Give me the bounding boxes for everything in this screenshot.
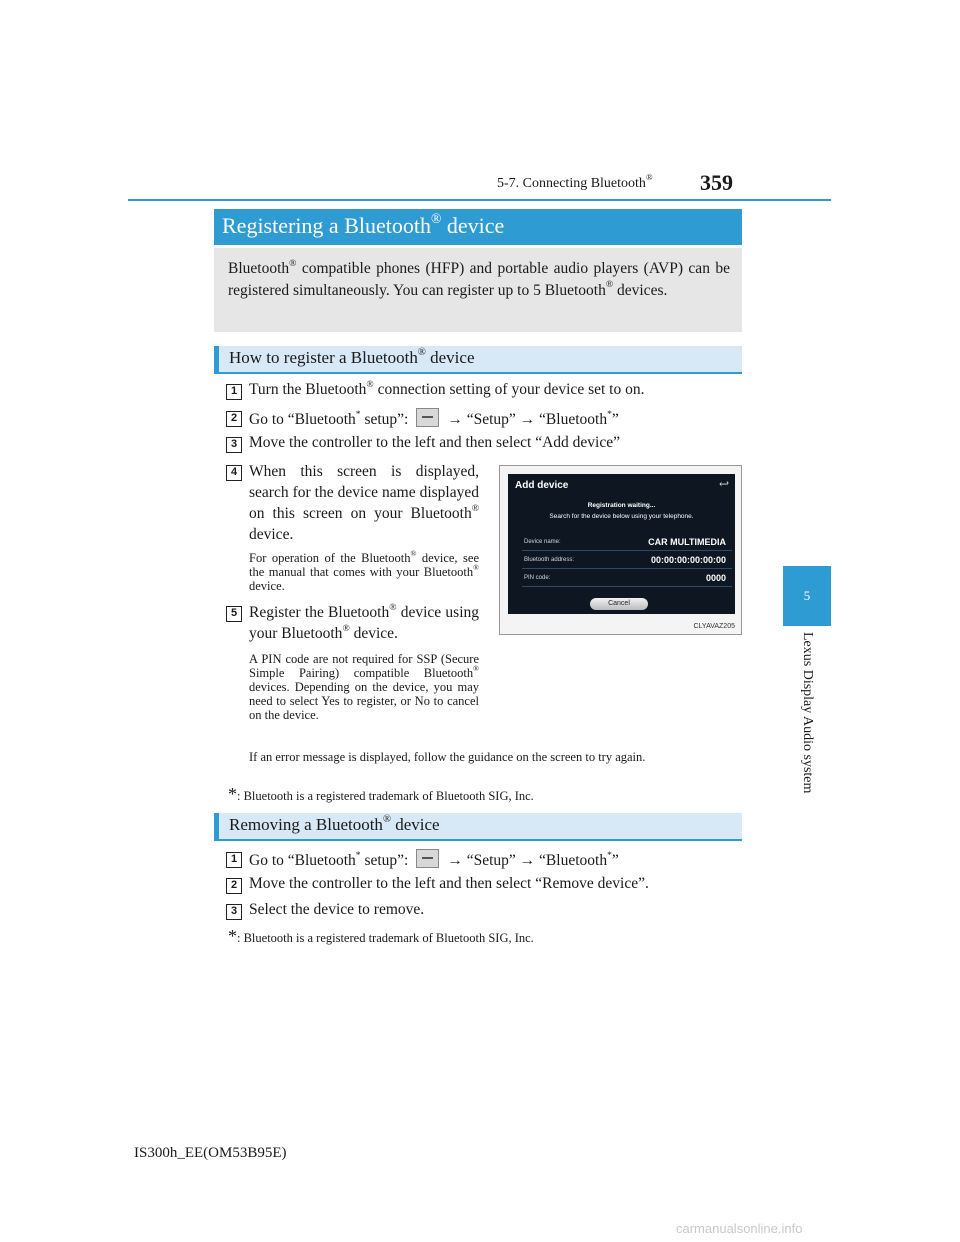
reg-mark: ® [605, 279, 614, 291]
asterisk: * [228, 926, 237, 946]
menu-button-icon [416, 849, 439, 868]
subheading-part: device [390, 815, 440, 834]
step-number: 4 [226, 465, 242, 481]
step-text-part: device. [249, 526, 294, 543]
add-device-screenshot [499, 465, 742, 635]
section-title [497, 172, 653, 192]
subheading-part: Removing a Bluetooth [229, 815, 383, 834]
asterisk: * [355, 408, 361, 420]
step-text-part: device using your Bluetooth [249, 604, 479, 642]
note-part: device, see the manual that comes with your Bluetooth [249, 551, 479, 579]
menu-button-icon [416, 408, 439, 427]
step-text [249, 378, 645, 399]
reg-mark: ® [417, 347, 426, 359]
step-text-part: Go to “Bluetooth [249, 411, 356, 428]
section-title-text: 5-7. Connecting Bluetooth [497, 176, 646, 191]
removing-heading [214, 813, 742, 841]
subheading-text [229, 348, 474, 368]
bluetooth-address-row [522, 554, 732, 569]
step-text-part: → “Setup” → “Bluetooth [447, 411, 608, 428]
note-part: device. [249, 579, 285, 593]
step-text: Select the device to remove. [249, 901, 425, 918]
step-text-part: setup”: [360, 852, 409, 869]
intro-text: Bluetooth [228, 260, 290, 277]
subheading-part: How to register a Bluetooth [229, 348, 418, 367]
reg-mark: ® [473, 664, 479, 674]
step-text-part: setup”: [360, 411, 409, 428]
step-note [249, 652, 479, 722]
reg-mark: ® [382, 814, 391, 826]
note-part: For operation of the Bluetooth [249, 551, 411, 565]
main-heading [214, 209, 742, 245]
step-text [249, 461, 479, 545]
chapter-number: 5 [803, 588, 811, 603]
row-value: CAR MULTIMEDIA [648, 537, 726, 547]
step-text [249, 849, 619, 870]
reg-mark: ® [366, 378, 374, 390]
asterisk: * [355, 849, 361, 861]
reg-mark: ® [289, 257, 297, 269]
footnote-text: : Bluetooth is a registered trademark of Bluetooth SIG, Inc. [237, 789, 534, 803]
subheading-part: device [425, 348, 475, 367]
screen-title: Add device [515, 480, 569, 491]
row-value: 00:00:00:00:00:00 [650, 555, 726, 565]
step-text-part: ” [611, 411, 619, 428]
step-text-part: ” [611, 852, 619, 869]
error-note: If an error message is displayed, follow the guidance on the screen to try again. [249, 750, 646, 764]
reg-mark: ® [410, 549, 417, 559]
subheading-text [229, 815, 440, 835]
row-label: Device name: [524, 539, 561, 545]
row-value: 0000 [705, 573, 726, 583]
step-text: Move the controller to the left and then select “Add device” [249, 434, 620, 451]
pin-code-row [522, 572, 732, 587]
screen-message: Registration waiting... [587, 502, 656, 509]
step-number: 1 [226, 852, 242, 868]
note-part: A PIN code are not required for SSP (Secure Simple Pairing) compatible Bluetooth [249, 652, 479, 680]
step-text-part: device. [349, 625, 398, 642]
row-label: PIN code: [524, 575, 551, 581]
how-to-register-heading [214, 346, 742, 374]
step-number: 2 [226, 411, 242, 427]
step-number: 3 [226, 437, 242, 453]
reg-mark: ® [389, 601, 397, 613]
chapter-tab [783, 566, 831, 626]
row-label: Bluetooth address: [524, 557, 575, 563]
main-heading-part: device [441, 213, 505, 238]
step-text: Move the controller to the left and then select “Remove device”. [249, 875, 649, 892]
back-icon: ↩ [718, 477, 729, 491]
main-heading-text [222, 213, 504, 239]
main-heading-part: Registering a Bluetooth [222, 213, 431, 238]
model-code: IS300h_EE(OM53B95E) [134, 1145, 287, 1161]
step-text [249, 602, 479, 644]
step-number: 3 [226, 904, 242, 920]
step-number: 5 [226, 606, 242, 622]
page-number: 359 [700, 170, 733, 195]
image-caption: CLYAVAZ205 [693, 623, 735, 630]
intro-text: compatible phones (HFP) and portable audio players (AVP) can be registered simultaneously. You can register up to 5 Bluetooth [228, 260, 730, 299]
step-text-part: connection setting of your device set to on. [373, 381, 645, 398]
step-number: 1 [226, 384, 242, 400]
reg-mark: ® [430, 211, 442, 227]
asterisk: * [228, 784, 237, 804]
chapter-label: Lexus Display Audio system [800, 632, 815, 794]
reg-mark: ® [645, 172, 653, 183]
intro-text: devices. [613, 281, 668, 299]
cancel-button: Cancel [590, 598, 648, 610]
step-number: 2 [226, 878, 242, 894]
reg-mark: ® [342, 622, 350, 634]
watermark: carmanualsonline.info [676, 1221, 803, 1236]
screen-display [508, 474, 735, 614]
step-note [249, 551, 479, 593]
header-divider [128, 199, 831, 201]
device-name-row [522, 536, 732, 551]
step-text-part: → “Setup” → “Bluetooth [447, 852, 608, 869]
asterisk: * [607, 408, 612, 420]
note-part: devices. Depending on the device, you may need to select Yes to register, or No to cancel on the device. [249, 680, 479, 722]
reg-mark: ® [471, 502, 479, 514]
footnote-text: : Bluetooth is a registered trademark of Bluetooth SIG, Inc. [237, 931, 534, 945]
step-text-part: When this screen is displayed, search for the device name displayed on this screen on your Bluetooth [249, 463, 479, 522]
reg-mark: ® [473, 563, 479, 573]
asterisk: * [607, 849, 612, 861]
step-text-part: Go to “Bluetooth [249, 852, 356, 869]
step-text-part: Register the Bluetooth [249, 604, 390, 621]
step-text [249, 408, 619, 429]
footnote [228, 926, 534, 947]
footnote [228, 784, 534, 805]
step-text-part: Turn the Bluetooth [249, 381, 367, 398]
intro-box [214, 248, 742, 332]
screen-instruction: Search for the device below using your telephone. [549, 513, 694, 520]
